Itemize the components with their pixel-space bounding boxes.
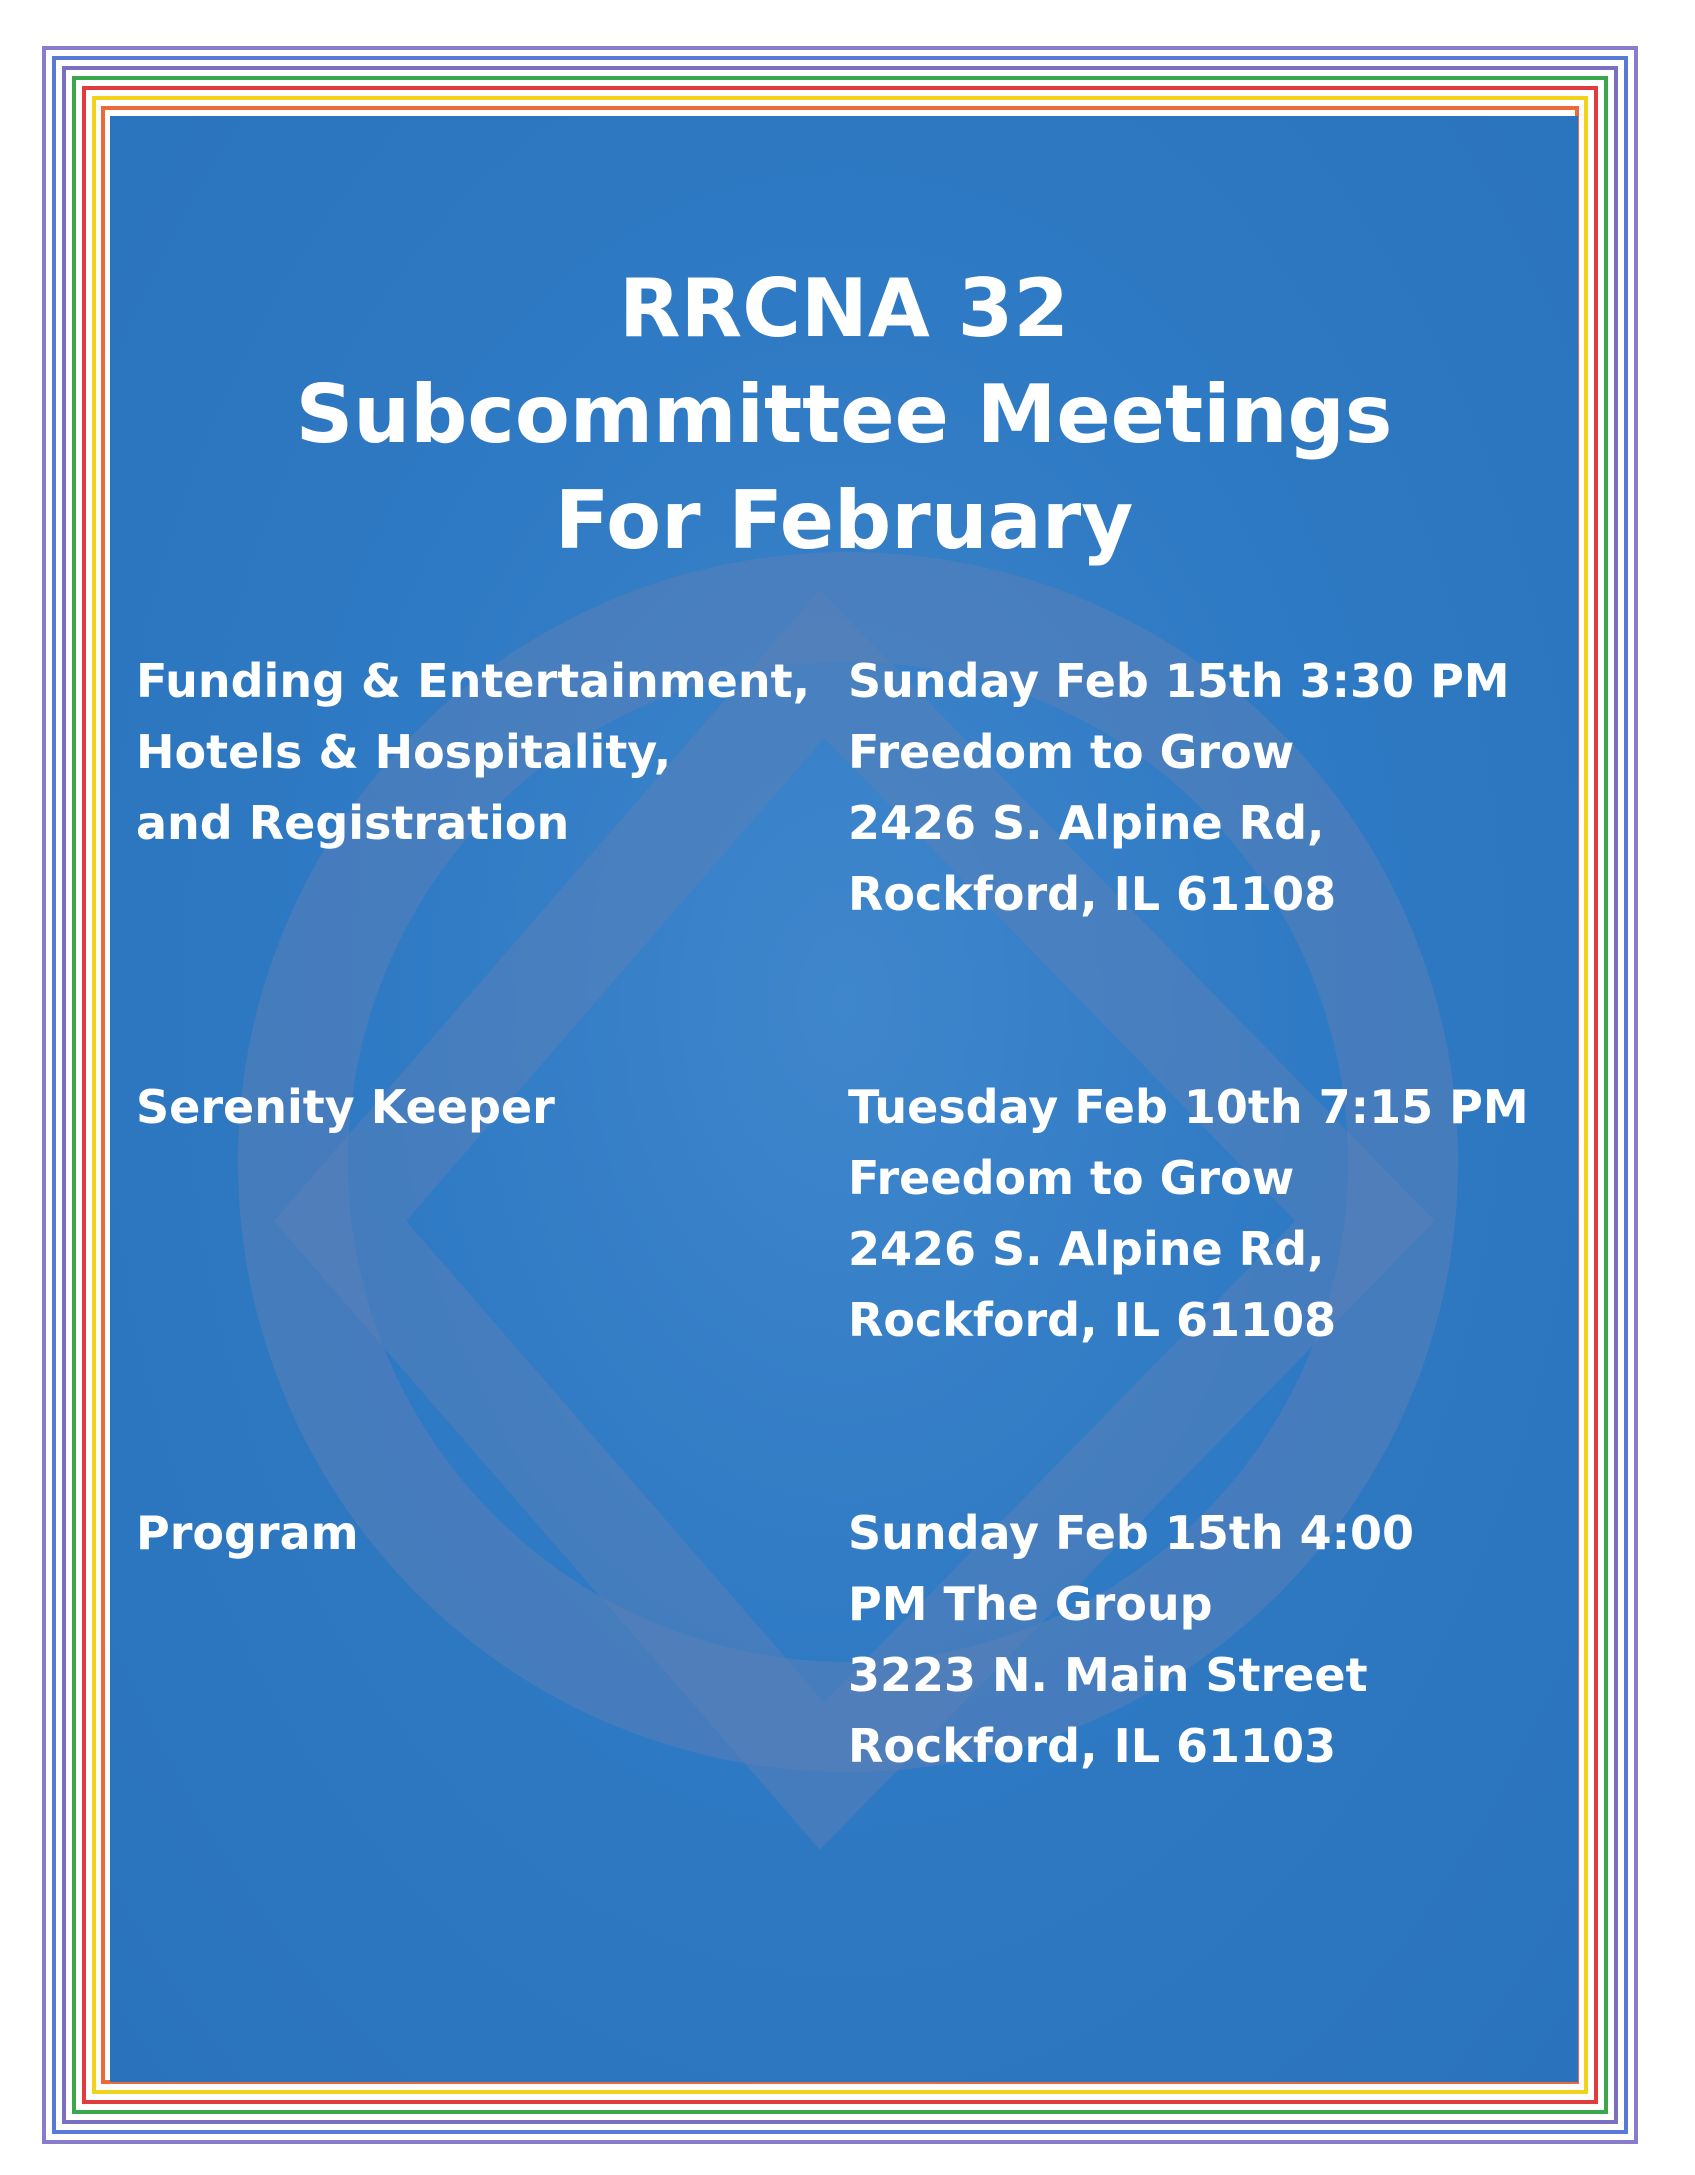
meeting-street: 3223 N. Main Street xyxy=(848,1648,1368,1702)
flyer-poster xyxy=(110,116,1578,2082)
meeting-venue: Freedom to Grow xyxy=(848,1151,1295,1205)
meeting-details-funding xyxy=(848,646,1568,930)
meeting-street: 2426 S. Alpine Rd, xyxy=(848,796,1325,850)
meeting-name-serenity-keeper xyxy=(136,1072,836,1143)
meeting-name-line: and Registration xyxy=(136,796,570,850)
meeting-name-program xyxy=(136,1498,836,1569)
title-line-1: RRCNA 32 xyxy=(619,262,1069,355)
meeting-street: 2426 S. Alpine Rd, xyxy=(848,1222,1325,1276)
meeting-details-serenity-keeper xyxy=(848,1072,1568,1356)
meeting-name-line: Funding & Entertainment, xyxy=(136,654,811,708)
meeting-details-program xyxy=(848,1498,1568,1782)
meeting-date-time: Sunday Feb 15th 3:30 PM xyxy=(848,654,1510,708)
meeting-venue: PM The Group xyxy=(848,1577,1213,1631)
title-line-3: For February xyxy=(554,474,1134,567)
meeting-name-funding xyxy=(136,646,836,859)
meeting-date-time: Sunday Feb 15th 4:00 xyxy=(848,1506,1415,1560)
meeting-city: Rockford, IL 61108 xyxy=(848,1293,1337,1347)
flyer-title xyxy=(110,256,1578,574)
meeting-name-line: Serenity Keeper xyxy=(136,1080,555,1134)
meeting-city: Rockford, IL 61108 xyxy=(848,867,1337,921)
meeting-city: Rockford, IL 61103 xyxy=(848,1719,1337,1773)
title-line-2: Subcommittee Meetings xyxy=(295,368,1393,461)
meeting-venue: Freedom to Grow xyxy=(848,725,1295,779)
meeting-name-line: Hotels & Hospitality, xyxy=(136,725,672,779)
meeting-name-line: Program xyxy=(136,1506,359,1560)
meeting-date-time: Tuesday Feb 10th 7:15 PM xyxy=(848,1080,1529,1134)
